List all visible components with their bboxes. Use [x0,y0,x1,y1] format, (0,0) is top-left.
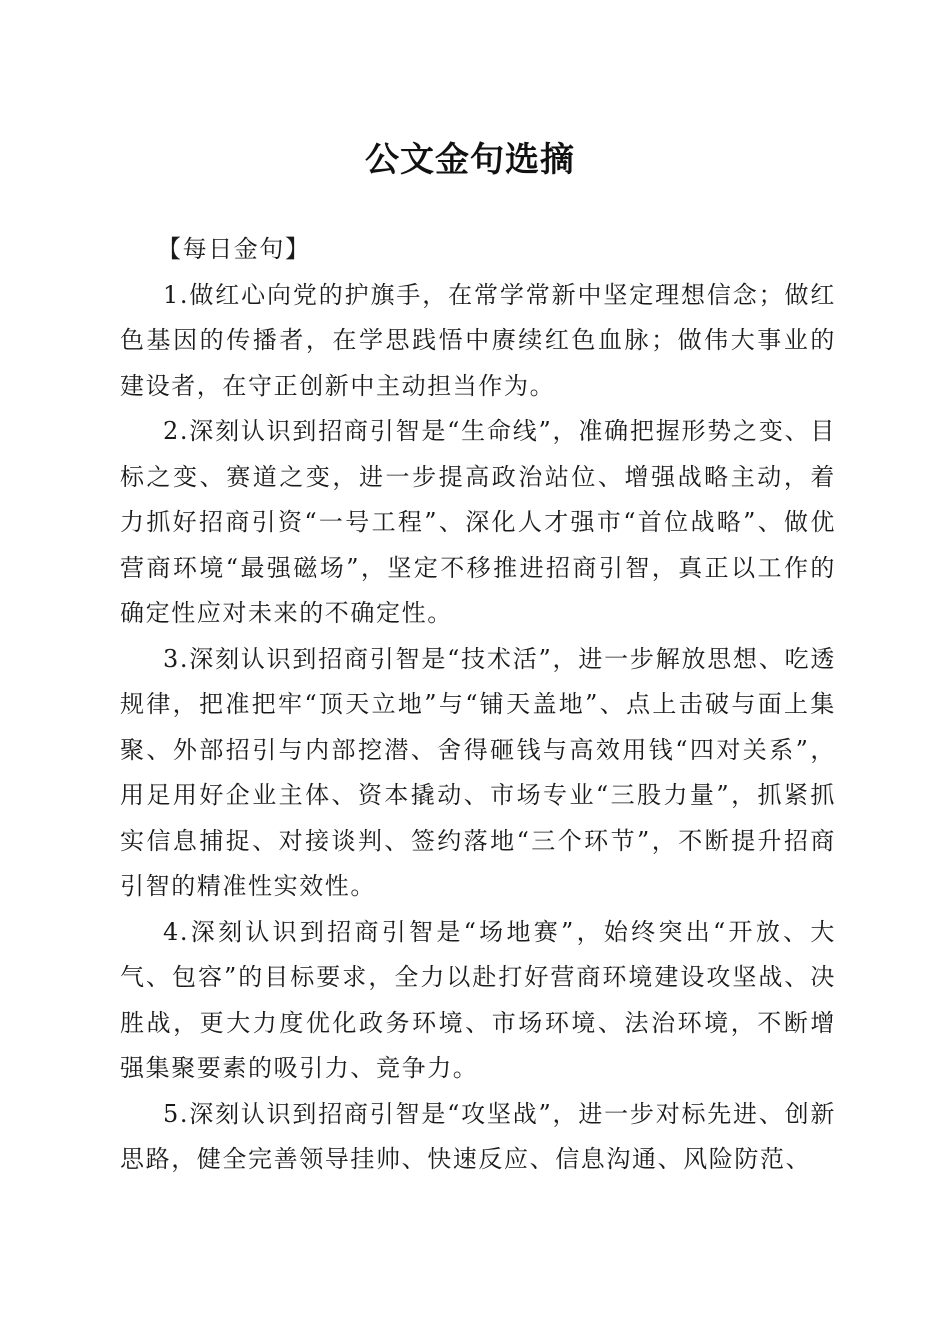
document-title: 公文金句选摘 [365,140,575,180]
paragraph-3: 3.深刻认识到招商引智是“技术活”，进一步解放思想、吃透规律，把准把牢“顶天立地”与“铺天盖地”、点上击破与面上集聚、外部招引与内部挖潜、舍得砸钱与高效用钱“四对关系”，用足用好企业主体、资本撬动、市场专业“三股力量”，抓紧抓实信息捕捉、对接谈判、签约落地“三个环节”，不断提升招商引智的精准性实效性。 [120,644,836,900]
paragraph-5: 5.深刻认识到招商引智是“攻坚战”，进一步对标先进、创新思路，健全完善领导挂帅、快速反应、信息沟通、风险防范、 [120,1099,836,1173]
paragraph-1: 1.做红心向党的护旗手，在常学常新中坚定理想信念；做红色基因的传播者，在学思践悟中赓续红色血脉；做伟大事业的建设者，在守正创新中主动担当作为。 [120,280,836,400]
document-body [120,227,836,1183]
section-label: 【每日金句】 [157,235,311,263]
paragraph-2: 2.深刻认识到招商引智是“生命线”，准确把握形势之变、目标之变、赛道之变，进一步提高政治站位、增强战略主动，着力抓好招商引资“一号工程”、深化人才强市“首位战略”、做优营商环境“最强磁场”，坚定不移推进招商引智，真正以工作的确定性应对未来的不确定性。 [120,417,836,627]
paragraph-4: 4.深刻认识到招商引智是“场地赛”，始终突出“开放、大气、包容”的目标要求，全力以赴打好营商环境建设攻坚战、决胜战，更大力度优化政务环境、市场环境、法治环境，不断增强集聚要素的吸引力、竞争力。 [120,917,836,1082]
